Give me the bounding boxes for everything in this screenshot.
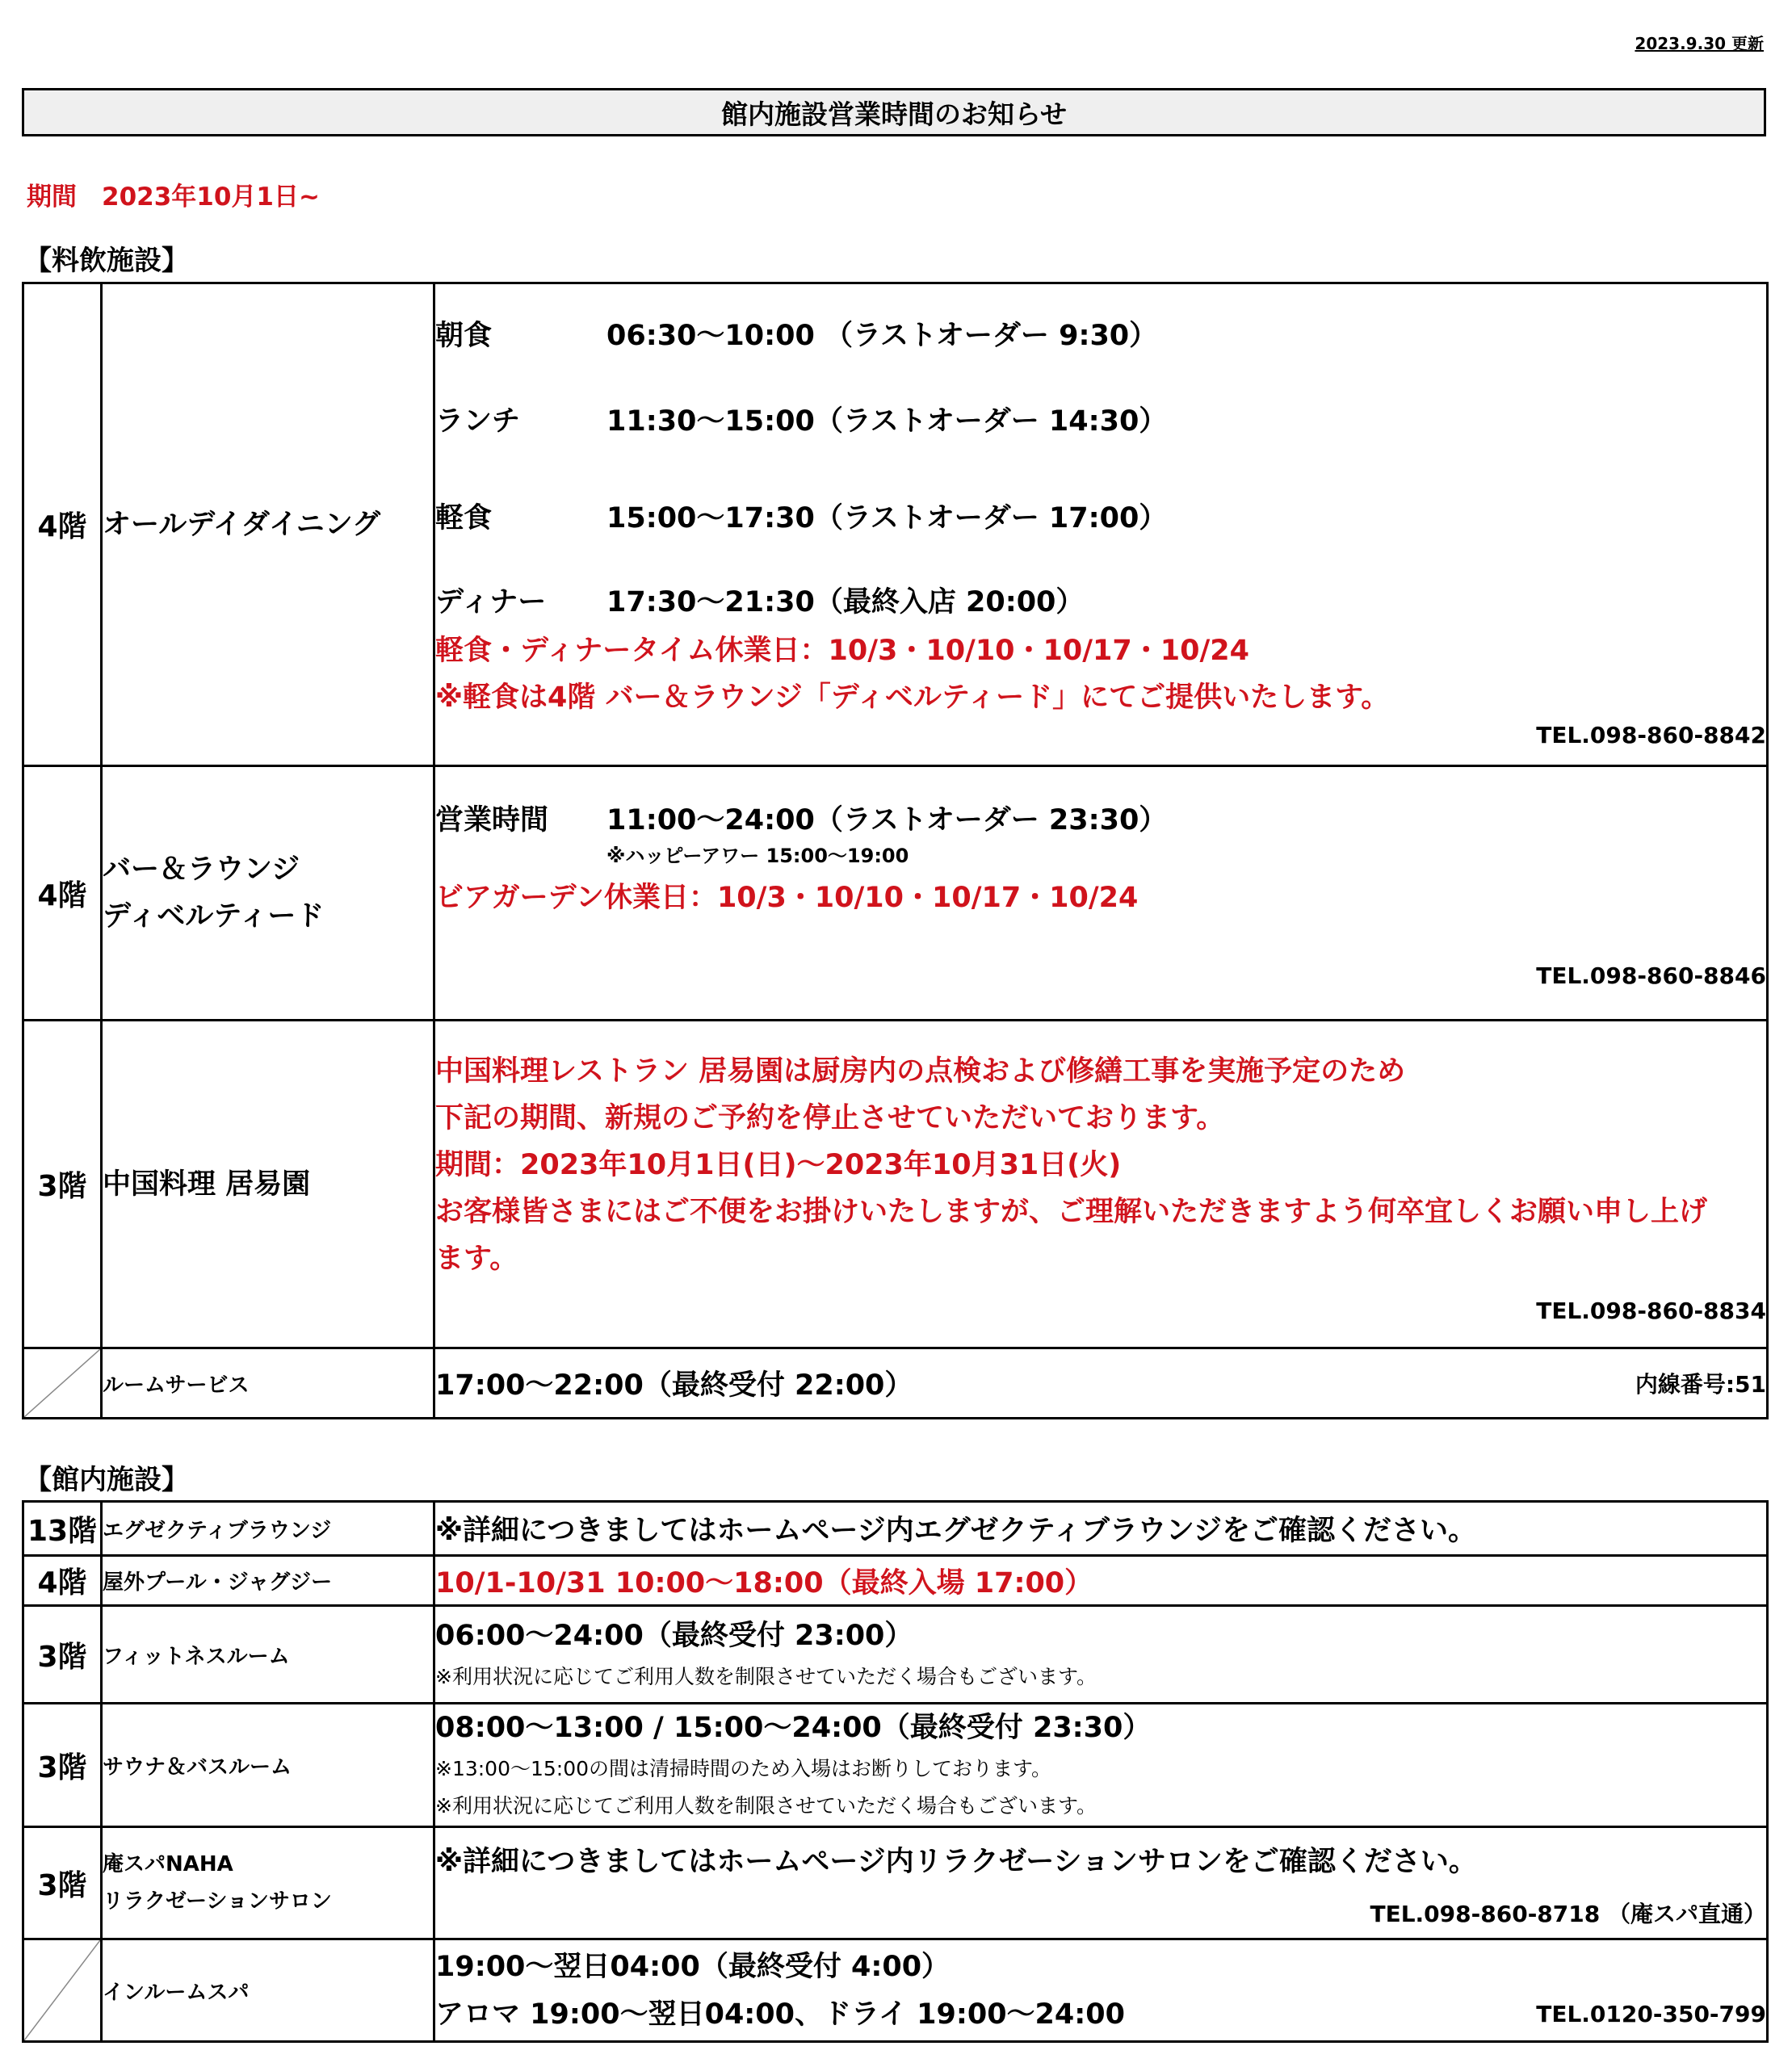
in-room-spa-hours: 19:00〜翌日04:00（最終受付 4:00）: [435, 1951, 951, 1983]
notice-line: お客様皆さまにはご不便をお掛けいたしますが、ご理解いただきますよう何卒宜しくお願い申し上げ: [435, 1195, 1708, 1228]
table-row-all-day: [23, 283, 1768, 766]
tel-number: TEL.098-860-8834: [1536, 1297, 1766, 1324]
floor-cell: 3階: [23, 1704, 102, 1827]
sauna-note: ※13:00〜15:00の間は清掃時間のため入場はお断りしております。: [435, 1757, 1052, 1780]
floor-cell: 13階: [23, 1502, 102, 1556]
facility-name: サウナ＆バスルーム: [102, 1704, 434, 1827]
floor-cell: 3階: [23, 1827, 102, 1939]
notice-line: 中国料理レストラン 居易園は厨房内の点検および修繕工事を実施予定のため: [435, 1054, 1406, 1088]
tel-number: TEL.098-860-8846: [1536, 962, 1766, 989]
table-row-room-service: [23, 1348, 1768, 1419]
facility-name: 庵スパNAHA リラクゼーションサロン: [102, 1827, 434, 1939]
table-row-executive: [23, 1502, 1768, 1556]
schedule-row: 軽食 15:00〜17:30（ラストオーダー 17:00）: [435, 502, 1168, 535]
floor-cell: 4階: [23, 766, 102, 1021]
diagonal-slash: [24, 1940, 100, 2040]
table-row-spa: [23, 1827, 1768, 1939]
floor-cell: 3階: [23, 1021, 102, 1348]
extension-number: 内線番号:51: [1635, 1371, 1766, 1398]
detail-cell: [434, 1939, 1768, 2042]
room-service-time: 17:00〜22:00（最終受付 22:00）: [435, 1369, 913, 1402]
table-row-sauna: [23, 1704, 1768, 1827]
dining-table: [22, 282, 1769, 1419]
detail-cell: [434, 1704, 1768, 1827]
period-text: 期間 2023年10月1日~: [27, 182, 320, 212]
table-row-fitness: [23, 1606, 1768, 1704]
schedule-row: ランチ 11:30〜15:00（ラストオーダー 14:30）: [435, 405, 1168, 438]
facility-name: [102, 1021, 434, 1348]
executive-info: ※詳細につきましてはホームページ内エグゼクティブラウンジをご確認ください。: [435, 1515, 1476, 1547]
table-row-in-room-spa: [23, 1939, 1768, 2042]
tel-number: TEL.098-860-8842: [1536, 722, 1766, 748]
diagonal-slash: [24, 1349, 100, 1417]
fitness-note: ※利用状況に応じてご利用人数を制限させていただく場合もございます。: [435, 1665, 1097, 1688]
facility-name: [102, 1348, 434, 1419]
facility-name: 屋外プール・ジャグジー: [102, 1556, 434, 1606]
facilities-heading: 【館内施設】: [24, 1464, 189, 1496]
happy-hour-note: ※ハッピーアワー 15:00〜19:00: [606, 844, 909, 867]
closure-notice: 軽食・ディナータイム休業日：10/3・10/10・10/17・10/24: [435, 635, 1249, 667]
detail-cell: [434, 1021, 1768, 1348]
schedule-row: ディナー 17:30〜21:30（最終入店 20:00）: [435, 586, 1085, 618]
facility-name-text: ルームサービス: [103, 1373, 250, 1398]
light-meal-notice: ※軽食は4階 バー＆ラウンジ「ディベルティード」にてご提供いたします。: [435, 681, 1390, 714]
in-room-spa-detail: アロマ 19:00〜翌日04:00、ドライ 19:00〜24:00: [435, 1998, 1125, 2031]
notice-line: 期間：2023年10月1日(日)〜2023年10月31日(火): [435, 1148, 1122, 1181]
notice-line: 下記の期間、新規のご予約を停止させていただいております。: [435, 1101, 1225, 1134]
schedule-row: 営業時間 11:00〜24:00（ラストオーダー 23:30）: [435, 803, 1168, 836]
table-row-bar: [23, 766, 1768, 1021]
floor-cell: 4階: [23, 283, 102, 766]
updated-date: 2023.9.30 更新: [1635, 34, 1764, 53]
schedule-row: 朝食 06:30〜10:00 （ラストオーダー 9:30）: [435, 320, 1158, 352]
detail-cell: [434, 1348, 1768, 1419]
dining-heading: 【料飲施設】: [24, 245, 189, 277]
facility-name-text: 中国料理 居易園: [103, 1168, 311, 1201]
detail-cell: [434, 1606, 1768, 1704]
facility-name: バー＆ラウンジ ディベルティード: [102, 766, 434, 1021]
floor-cell-empty: [23, 1939, 102, 2042]
table-row-pool: [23, 1556, 1768, 1606]
sauna-note: ※利用状況に応じてご利用人数を制限させていただく場合もございます。: [435, 1794, 1097, 1818]
facility-name: インルームスパ: [102, 1939, 434, 2042]
detail-cell: [434, 1556, 1768, 1606]
floor-cell: 4階: [23, 1556, 102, 1606]
facility-name: エグゼクティブラウンジ: [102, 1502, 434, 1556]
tel-number: TEL.098-860-8718 （庵スパ直通）: [1370, 1901, 1766, 1927]
facility-name-text: オールデイダイニング: [103, 508, 381, 541]
detail-cell: [434, 766, 1768, 1021]
page-title-text: 館内施設営業時間のお知らせ: [720, 98, 1067, 130]
detail-cell: [434, 1502, 1768, 1556]
floor-cell-empty: [23, 1348, 102, 1419]
pool-hours: 10/1-10/31 10:00〜18:00（最終入場 17:00）: [435, 1566, 1093, 1600]
spa-info: ※詳細につきましてはホームページ内リラクゼーションサロンをご確認ください。: [435, 1846, 1477, 1878]
page-title: [22, 88, 1766, 136]
detail-cell: [434, 1827, 1768, 1939]
facility-name: フィットネスルーム: [102, 1606, 434, 1704]
floor-cell: 3階: [23, 1606, 102, 1704]
notice-line: ます。: [435, 1242, 518, 1275]
beer-garden-notice: ビアガーデン休業日：10/3・10/10・10/17・10/24: [435, 881, 1139, 914]
facilities-table: [22, 1500, 1769, 2043]
tel-number: TEL.0120-350-799: [1536, 2001, 1766, 2027]
fitness-hours: 06:00〜24:00（最終受付 23:00）: [435, 1620, 913, 1652]
table-row-chinese: [23, 1021, 1768, 1348]
sauna-hours: 08:00〜13:00 / 15:00〜24:00（最終受付 23:30）: [435, 1712, 1152, 1744]
facility-name: [102, 283, 434, 766]
detail-cell: [434, 283, 1768, 766]
